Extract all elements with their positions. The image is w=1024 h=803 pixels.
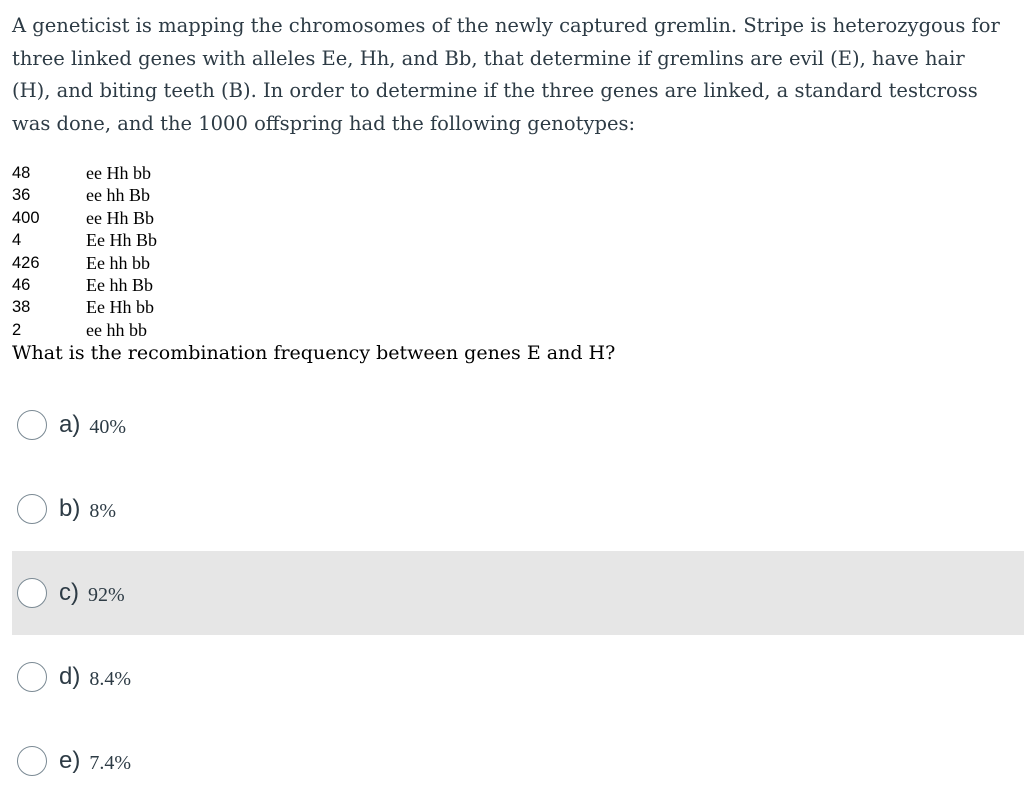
table-row xyxy=(12,319,157,341)
option-value: 92% xyxy=(88,583,125,606)
offspring-count: 48 xyxy=(12,164,31,182)
radio-button[interactable] xyxy=(17,578,47,608)
option-value: 8% xyxy=(89,499,117,522)
option-letter: b) xyxy=(59,495,81,522)
offspring-genotype: ee Hh bb xyxy=(86,163,151,183)
option-value: 8.4% xyxy=(89,667,132,690)
offspring-count: 2 xyxy=(12,320,22,339)
offspring-count: 4 xyxy=(12,231,22,250)
option-letter: e) xyxy=(59,747,81,774)
offspring-genotype: ee hh bb xyxy=(86,319,147,340)
answer-option-a[interactable] xyxy=(12,383,1024,467)
answer-option-c[interactable] xyxy=(12,551,1024,635)
option-letter: a) xyxy=(59,411,81,438)
radio-button[interactable] xyxy=(17,662,47,692)
table-row xyxy=(12,252,157,274)
offspring-count: 426 xyxy=(12,253,40,272)
answer-option-e[interactable] xyxy=(12,719,1024,803)
offspring-genotype: Ee Hh bb xyxy=(86,297,154,318)
table-row xyxy=(12,274,157,296)
question-text: A geneticist is mapping the chromosomes of the newly captured gremlin. Stripe is heterozygous for three linked genes with alleles Ee, Hh, and Bb, that determine if gremlins are evil (E), have hair (H), and biting teeth (B). In order to determine if the three genes are linked, a standard testcross was done, and the 1000 offspring had the following genotypes: xyxy=(12,14,1000,135)
offspring-count: 400 xyxy=(12,208,40,227)
table-row xyxy=(12,162,157,184)
genotype-table xyxy=(12,162,157,341)
option-letter: c) xyxy=(59,579,79,606)
option-value: 7.4% xyxy=(89,751,132,774)
answer-option-d[interactable] xyxy=(12,635,1024,719)
option-value: 40% xyxy=(89,415,127,438)
offspring-count: 38 xyxy=(12,298,31,317)
offspring-genotype: ee Hh Bb xyxy=(86,207,154,228)
option-letter: d) xyxy=(59,663,81,690)
offspring-count: 46 xyxy=(12,276,31,295)
offspring-genotype: Ee hh bb xyxy=(86,252,150,273)
table-row xyxy=(12,207,157,229)
table-row xyxy=(12,229,157,251)
answer-option-b[interactable] xyxy=(12,467,1024,551)
radio-button[interactable] xyxy=(17,410,47,440)
answer-options xyxy=(12,383,1024,803)
table-row xyxy=(12,296,157,318)
offspring-genotype: ee hh Bb xyxy=(86,185,150,206)
offspring-count: 36 xyxy=(12,186,31,205)
radio-button[interactable] xyxy=(17,494,47,524)
table-row xyxy=(12,184,157,206)
offspring-genotype: Ee Hh Bb xyxy=(86,230,157,251)
question-prompt: What is the recombination frequency between genes E and H? xyxy=(12,342,616,364)
offspring-genotype: Ee hh Bb xyxy=(86,275,153,296)
radio-button[interactable] xyxy=(17,746,47,776)
